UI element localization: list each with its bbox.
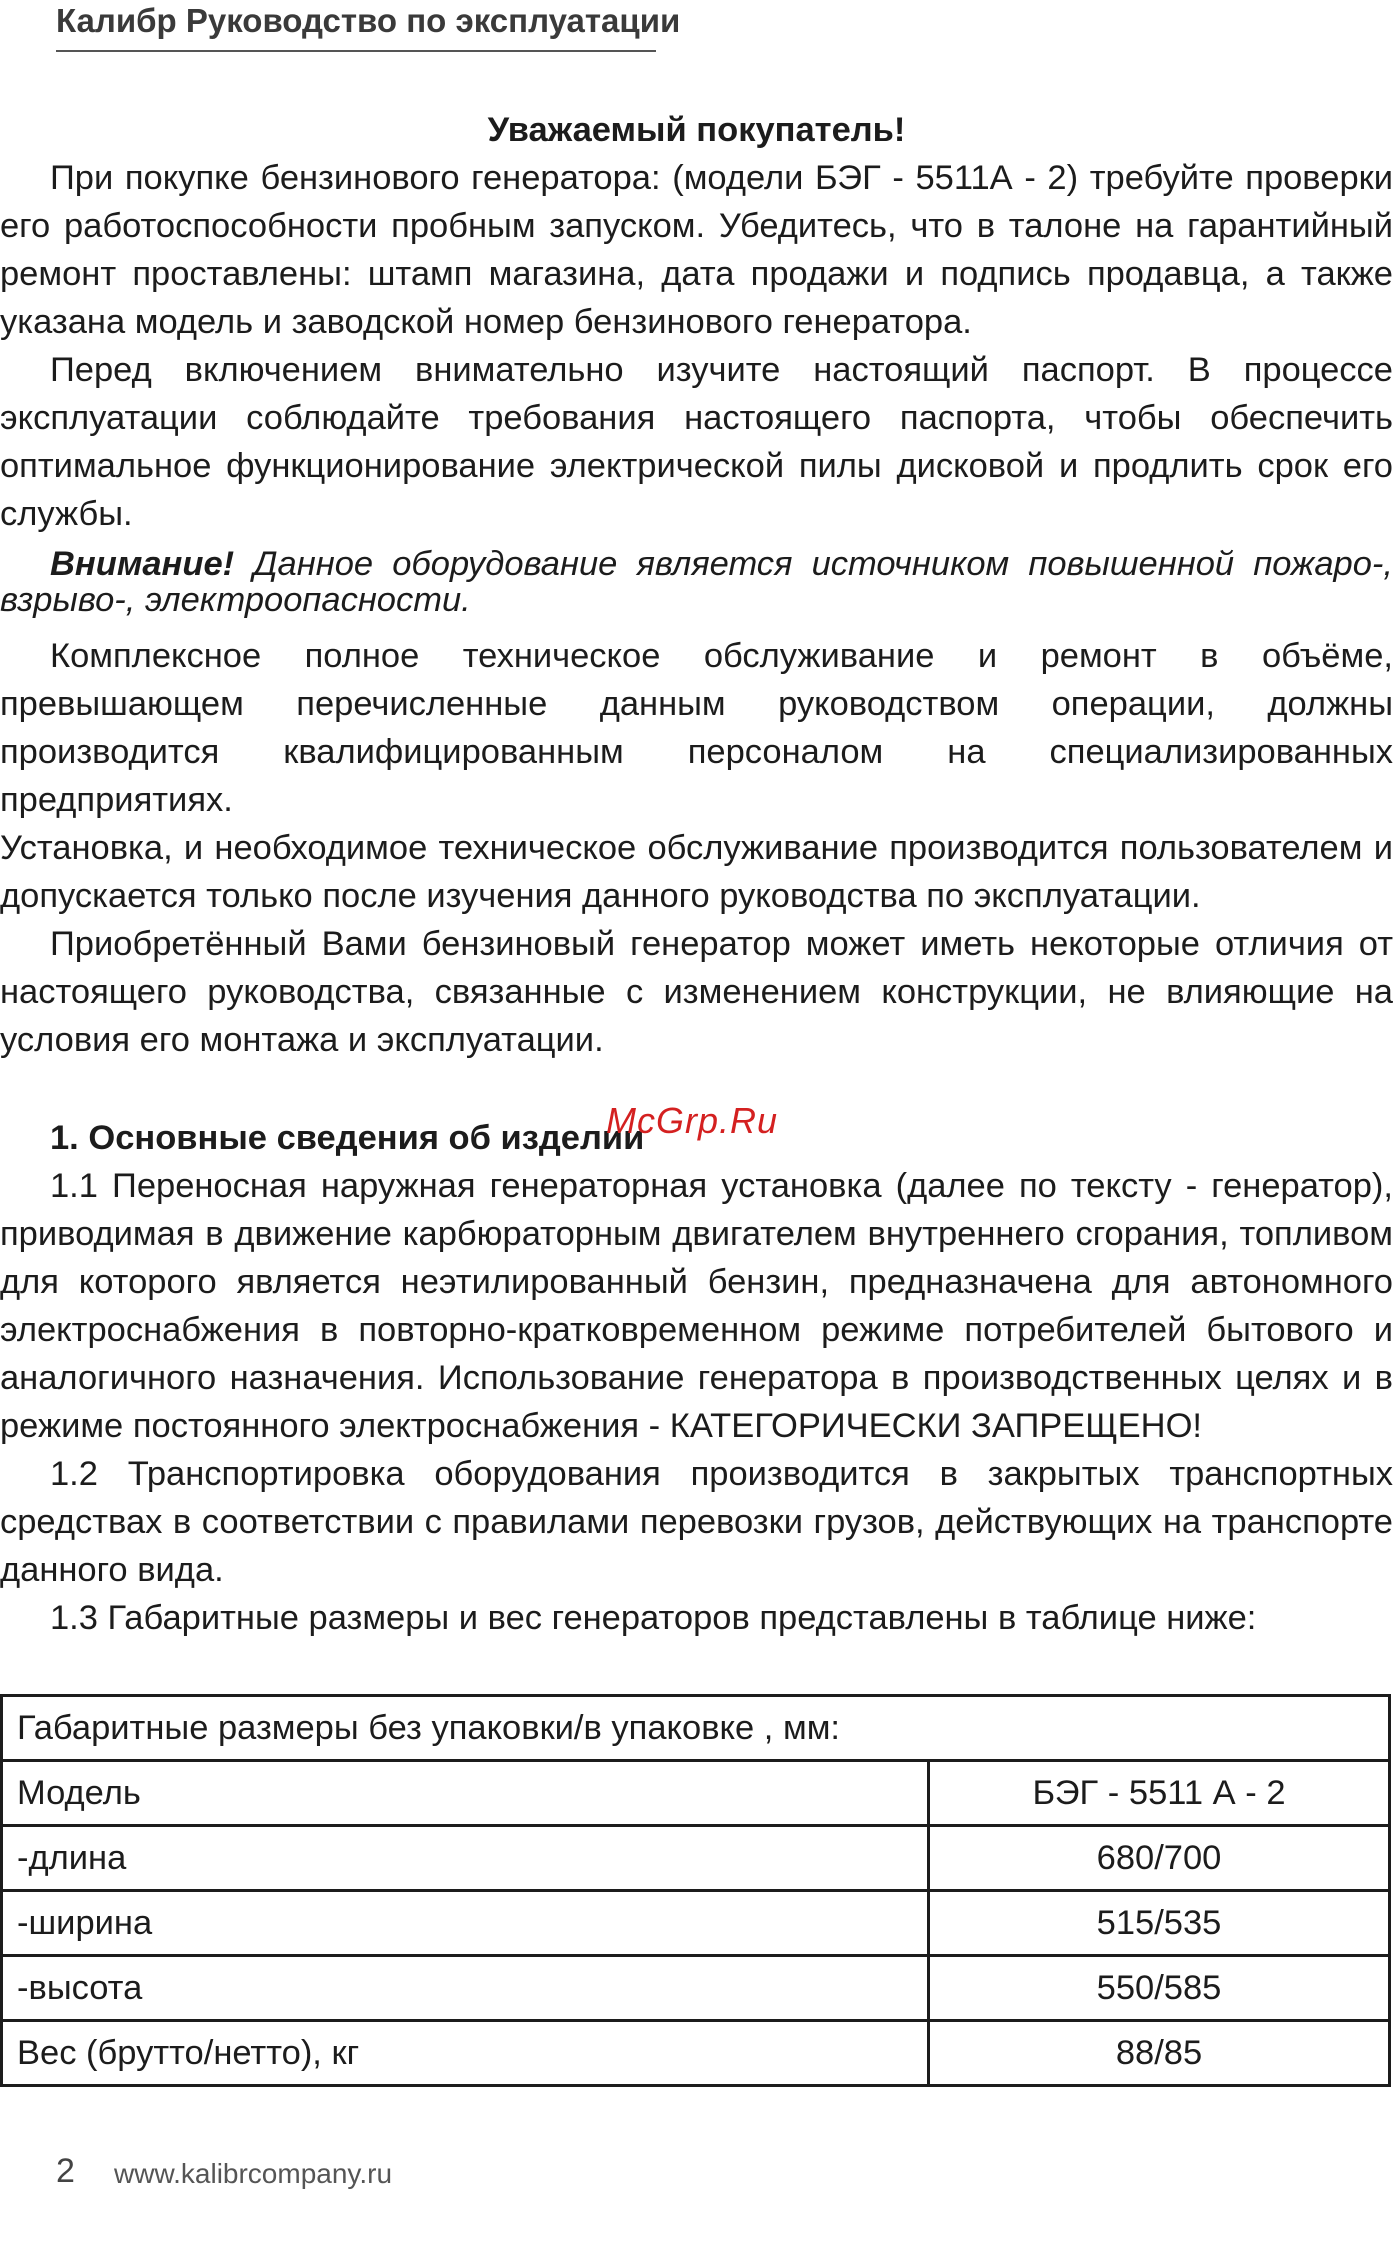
- section-paragraph-1-3: 1.3 Габаритные размеры и вес генераторов представлены в таблице ниже:: [50, 1599, 1257, 1637]
- intro-paragraph-2: Перед включением внимательно изучите настоящий паспорт. В процессе эксплуатации соблюдайте требования настоящего паспорта, чтобы обеспечить оптимальное функционирование электрической пилы дисковой и продлить срок его службы.: [0, 351, 1393, 533]
- document-body: [0, 106, 1393, 1642]
- page-number: 2: [56, 2152, 75, 2190]
- row-label: Модель: [2, 1761, 929, 1826]
- row-label: Вес (брутто/нетто), кг: [2, 2021, 929, 2086]
- warning-label: Внимание!: [50, 545, 235, 583]
- greeting-heading: Уважаемый покупатель!: [487, 111, 906, 149]
- section-paragraph-1-2: 1.2 Транспортировка оборудования производится в закрытых транспортных средствах в соответствии с правилами перевозки грузов, действующих на транспорте данного вида.: [0, 1455, 1393, 1589]
- watermark: McGrp.Ru: [606, 1100, 779, 1141]
- dimensions-table: [0, 1694, 1391, 2087]
- section-heading: 1. Основные сведения об изделии: [50, 1119, 645, 1157]
- main-paragraph-3: Приобретённый Вами бензиновый генератор может иметь некоторые отличия от настоящего руководства, связанные с изменением конструкции, не влияющие на условия его монтажа и эксплуатации.: [0, 925, 1393, 1059]
- section-paragraph-1-1: 1.1 Переносная наружная генераторная установка (далее по тексту - генератор), приводимая в движение карбюраторным двигателем внутреннего сгорания, топливом для которого является неэтилированный бензин, предназначена для автономного электроснабжения в повторно-кратковременном режиме потребителей бытового и аналогичного назначения. Использование генератора в производственных целях и в режиме постоянного электроснабжения - КАТЕГОРИЧЕСКИ ЗАПРЕЩЕНО!: [0, 1167, 1393, 1445]
- website-link[interactable]: www.kalibrcompany.ru: [114, 2158, 393, 2189]
- warning-text: Данное оборудование является источником повышенной пожаро-, взрыво-, электроопасности.: [0, 545, 1393, 619]
- intro-paragraph-1: При покупке бензинового генератора: (модели БЭГ - 5511А - 2) требуйте проверки его работоспособности пробным запуском. Убедитесь, что в талоне на гарантийный ремонт проставлены: штамп магазина, дата продажи и подпись продавца, а также указана модель и заводской номер бензинового генератора.: [0, 159, 1393, 341]
- table-row: [2, 1826, 1390, 1891]
- row-label: -ширина: [2, 1891, 929, 1956]
- document-header-title: Калибр Руководство по эксплуатации: [56, 2, 681, 39]
- row-label: -высота: [2, 1956, 929, 2021]
- row-value: БЭГ - 5511 А - 2: [929, 1761, 1390, 1826]
- table-caption-row: [2, 1696, 1390, 1761]
- header-rule: [56, 50, 656, 52]
- row-value: 515/535: [929, 1891, 1390, 1956]
- warning-paragraph: [0, 546, 1393, 618]
- row-label: -длина: [2, 1826, 929, 1891]
- row-value: 680/700: [929, 1826, 1390, 1891]
- row-value: 550/585: [929, 1956, 1390, 2021]
- table-row: [2, 1891, 1390, 1956]
- table-row: [2, 1956, 1390, 2021]
- table-row: [2, 2021, 1390, 2086]
- table-row: [2, 1761, 1390, 1826]
- row-value: 88/85: [929, 2021, 1390, 2086]
- main-paragraph-1: Комплексное полное техническое обслуживание и ремонт в объёме, превышающем перечисленные данным руководством операции, должны производится квалифицированным персоналом на специализированных предприятиях.: [0, 637, 1393, 819]
- main-paragraph-2: Установка, и необходимое техническое обслуживание производится пользователем и допускается только после изучения данного руководства по эксплуатации.: [0, 829, 1393, 915]
- table-caption: Габаритные размеры без упаковки/в упаковке , мм:: [2, 1696, 1390, 1761]
